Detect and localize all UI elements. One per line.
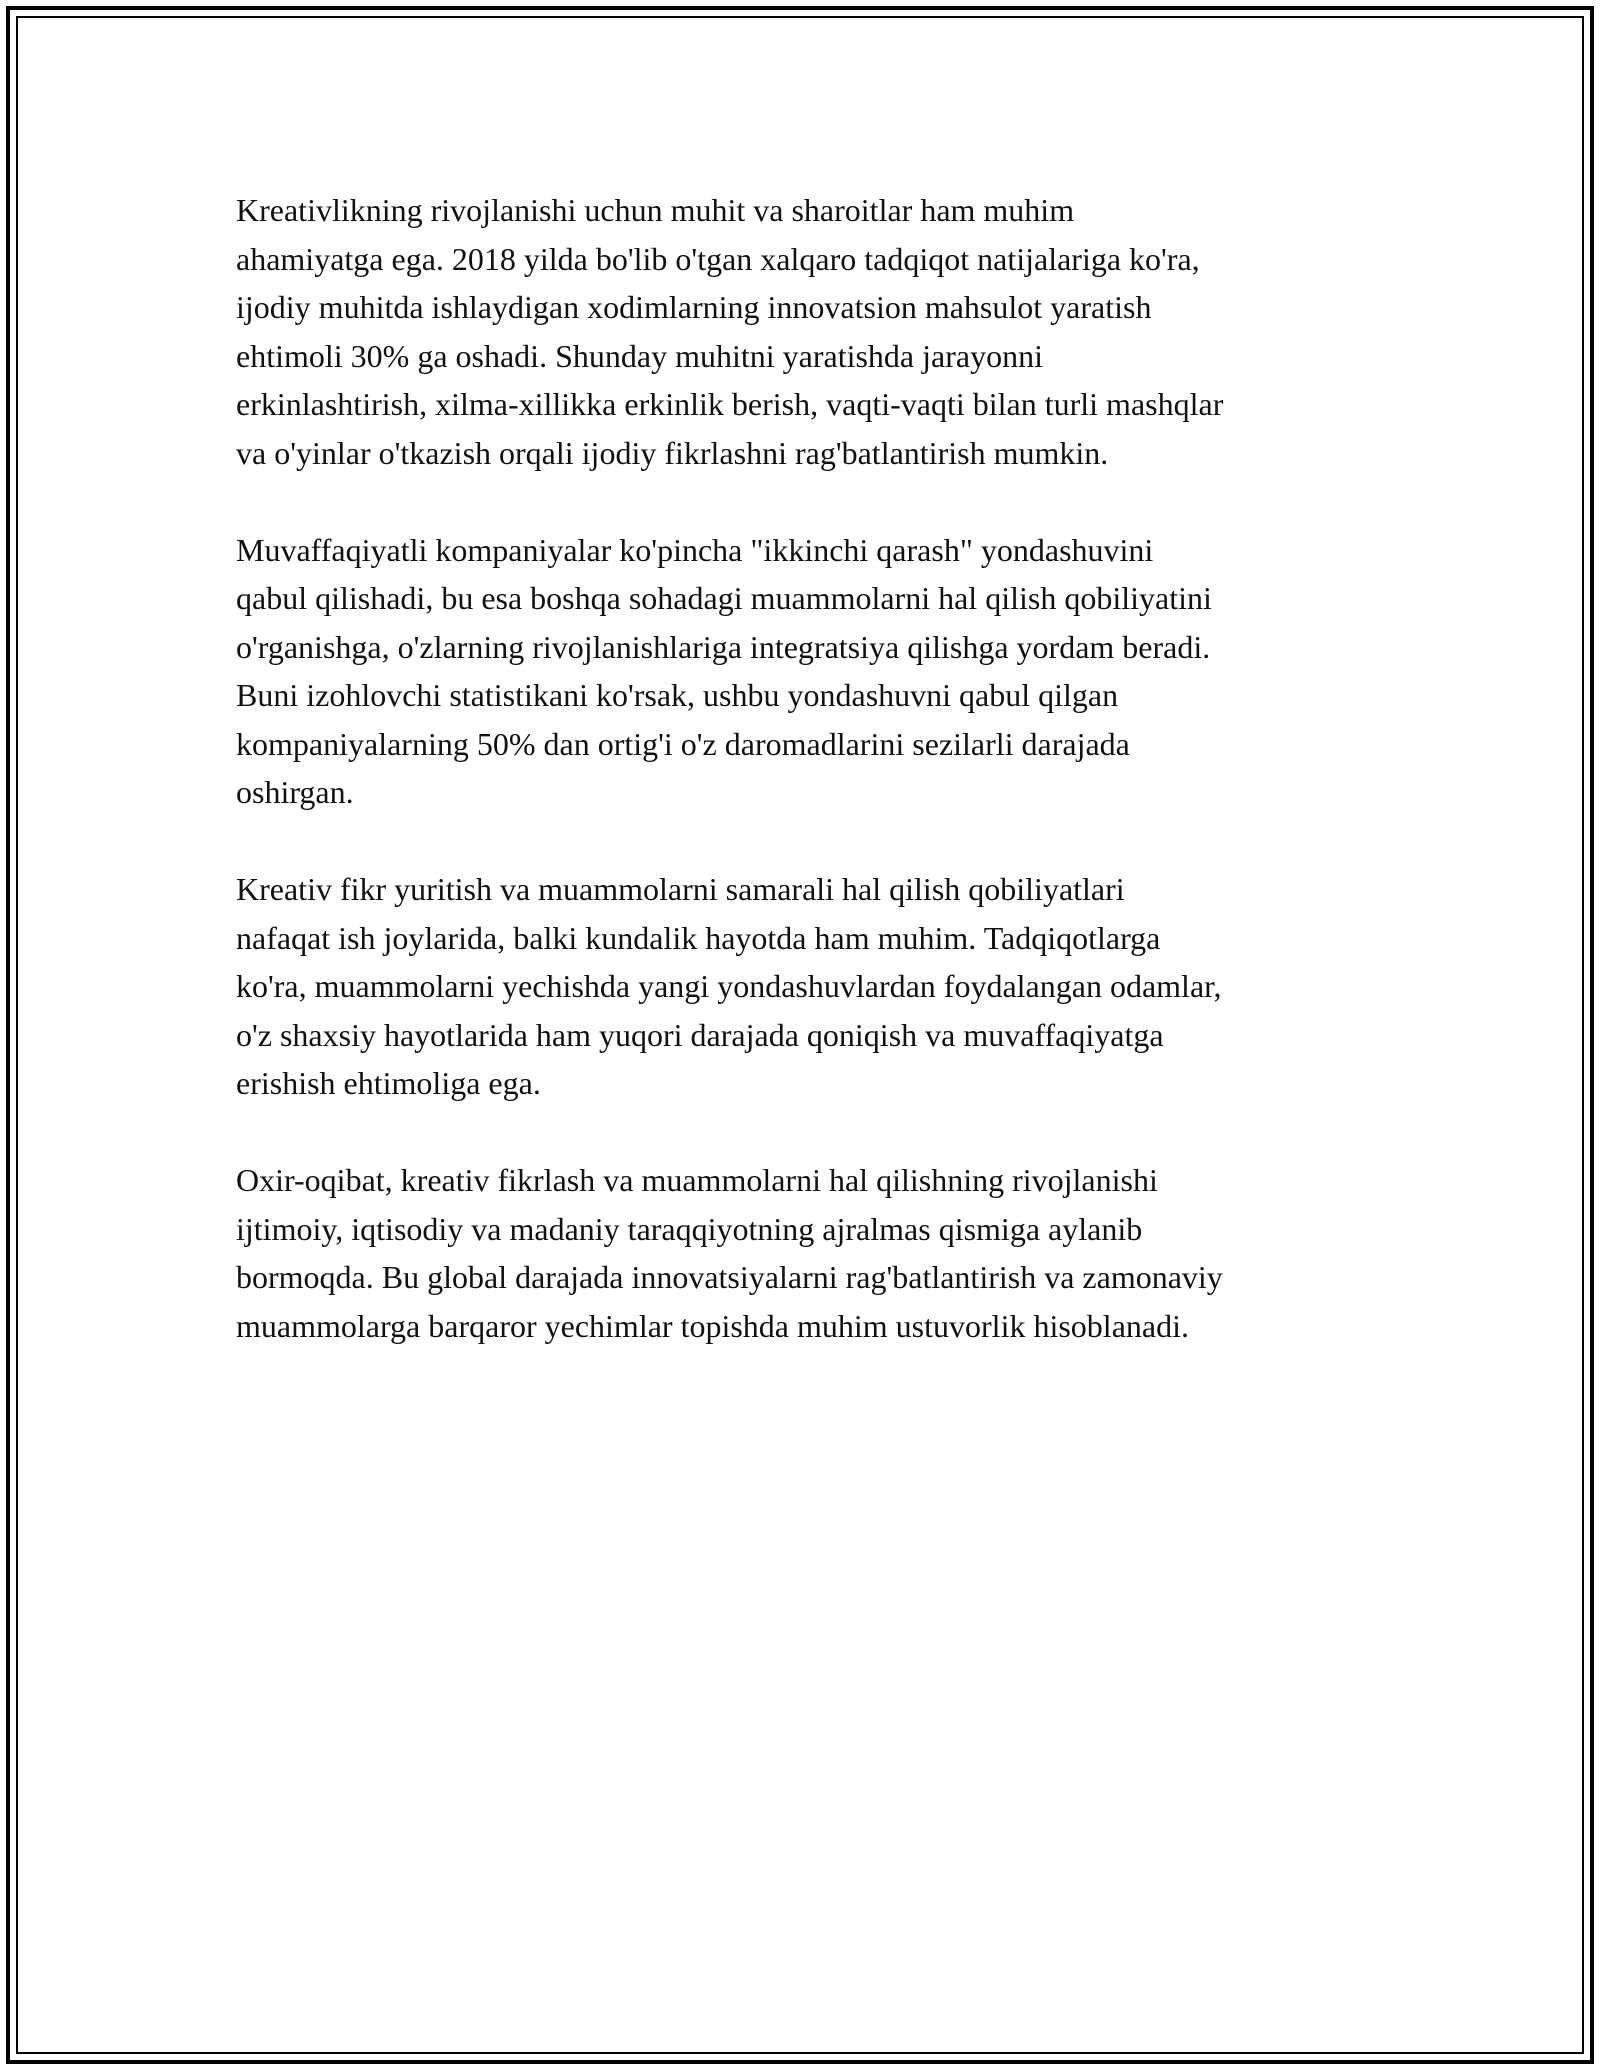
paragraph-2 bbox=[236, 526, 1376, 817]
text-line: va o'yinlar o'tkazish orqali ijodiy fikrlashni rag'batlantirish mumkin. bbox=[236, 434, 1109, 471]
text-line: erkinlashtirish, xilma-xillikka erkinlik berish, vaqti-vaqti bilan turli mashqlar bbox=[236, 386, 1224, 422]
text-line: kompaniyalarning 50% dan ortig'i o'z daromadlarini sezilarli darajada bbox=[236, 725, 1130, 762]
text-line: muammolarga barqaror yechimlar topishda muhim ustuvorlik hisoblanadi. bbox=[236, 1307, 1189, 1344]
document-body bbox=[236, 186, 1376, 1399]
text-line: ko'ra, muammolarni yechishda yangi yondashuvlardan foydalangan odamlar, bbox=[236, 968, 1222, 1004]
text-line: o'rganishga, o'zlarning rivojlanishlariga integratsiya qilishga yordam beradi. bbox=[236, 628, 1211, 665]
paragraph-4 bbox=[236, 1156, 1376, 1350]
text-line: erishish ehtimoliga ega. bbox=[236, 1065, 541, 1101]
text-line: Kreativ fikr yuritish va muammolarni samarali hal qilish qobiliyatlari bbox=[236, 871, 1125, 907]
text-line: nafaqat ish joylarida, balki kundalik hayotda ham muhim. Tadqiqotlarga bbox=[236, 919, 1161, 956]
paragraph-3 bbox=[236, 865, 1376, 1108]
text-line: Oxir-oqibat, kreativ fikrlash va muammolarni hal qilishning rivojlanishi bbox=[236, 1162, 1158, 1198]
text-line: Buni izohlovchi statistikani ko'rsak, ushbu yondashuvni qabul qilgan bbox=[236, 677, 1119, 713]
text-line: o'z shaxsiy hayotlarida ham yuqori darajada qoniqish va muvaffaqiyatga bbox=[236, 1016, 1164, 1053]
text-line: qabul qilishadi, bu esa boshqa sohadagi muammolarni hal qilish qobiliyatini bbox=[236, 580, 1212, 616]
text-line: ijtimoiy, iqtisodiy va madaniy taraqqiyotning ajralmas qismiga aylanib bbox=[236, 1210, 1143, 1247]
text-line: bormoqda. Bu global darajada innovatsiyalarni rag'batlantirish va zamonaviy bbox=[236, 1259, 1223, 1295]
text-line: oshirgan. bbox=[236, 774, 354, 810]
text-line: Kreativlikning rivojlanishi uchun muhit va sharoitlar ham muhim bbox=[236, 192, 1075, 228]
text-line: ijodiy muhitda ishlaydigan xodimlarning innovatsion mahsulot yaratish bbox=[236, 289, 1152, 325]
paragraph-1 bbox=[236, 186, 1376, 477]
text-line: ahamiyatga ega. 2018 yilda bo'lib o'tgan xalqaro tadqiqot natijalariga ko'ra, bbox=[236, 240, 1200, 277]
text-line: Muvaffaqiyatli kompaniyalar ko'pincha "ikkinchi qarash" yondashuvini bbox=[236, 531, 1154, 568]
text-line: ehtimoli 30% ga oshadi. Shunday muhitni yaratishda jarayonni bbox=[236, 337, 1043, 374]
